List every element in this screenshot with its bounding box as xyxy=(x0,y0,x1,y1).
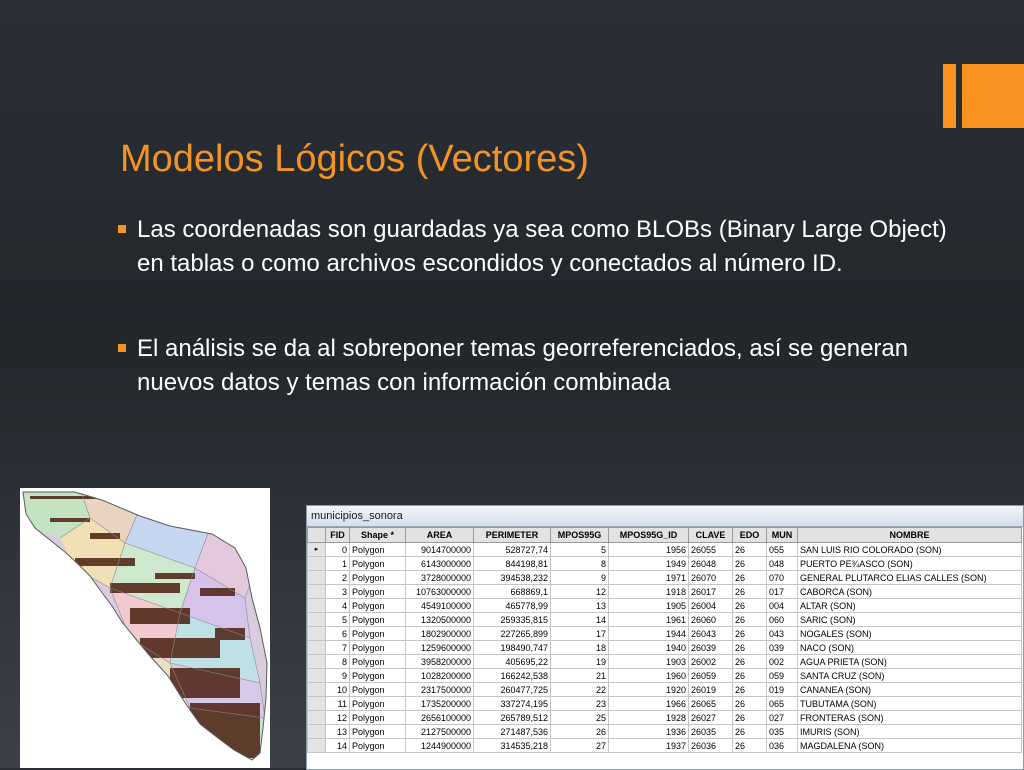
table-cell[interactable]: TUBUTAMA (SON) xyxy=(798,697,1022,711)
table-cell[interactable]: Polygon xyxy=(350,613,406,627)
table-cell[interactable]: 1735200000 xyxy=(406,697,474,711)
table-cell[interactable]: 1028200000 xyxy=(406,669,474,683)
table-cell[interactable]: 1971 xyxy=(609,571,689,585)
table-cell[interactable]: AGUA PRIETA (SON) xyxy=(798,655,1022,669)
table-cell[interactable]: Polygon xyxy=(350,571,406,585)
table-cell[interactable]: 1956 xyxy=(609,543,689,557)
row-selector[interactable] xyxy=(308,697,326,711)
table-row[interactable] xyxy=(308,585,1022,599)
row-selector[interactable]: ▸ xyxy=(308,543,326,557)
table-cell[interactable]: 13 xyxy=(326,725,350,739)
table-cell[interactable]: 26043 xyxy=(689,627,733,641)
table-cell[interactable]: 26 xyxy=(551,725,609,739)
table-cell[interactable]: 528727,74 xyxy=(474,543,551,557)
table-cell[interactable]: 13 xyxy=(551,599,609,613)
table-cell[interactable]: 1936 xyxy=(609,725,689,739)
table-cell[interactable]: 166242,538 xyxy=(474,669,551,683)
column-header[interactable]: MPOS95G xyxy=(551,528,609,543)
table-cell[interactable]: 26 xyxy=(733,683,767,697)
bullet-item xyxy=(114,332,964,400)
table-cell[interactable]: 039 xyxy=(767,641,798,655)
row-selector-header xyxy=(308,528,326,543)
column-header[interactable]: NOMBRE xyxy=(798,528,1022,543)
accent-bar-thin xyxy=(943,64,956,128)
attribute-table xyxy=(307,527,1022,753)
table-cell[interactable]: 26039 xyxy=(689,641,733,655)
row-selector[interactable] xyxy=(308,585,326,599)
table-cell[interactable]: 1903 xyxy=(609,655,689,669)
table-cell[interactable]: 26 xyxy=(733,725,767,739)
table-cell[interactable]: 055 xyxy=(767,543,798,557)
table-cell[interactable]: 11 xyxy=(326,697,350,711)
table-cell[interactable]: 036 xyxy=(767,739,798,753)
row-selector[interactable] xyxy=(308,711,326,725)
table-cell[interactable]: 2656100000 xyxy=(406,711,474,725)
table-cell[interactable]: NACO (SON) xyxy=(798,641,1022,655)
attribute-table-body xyxy=(308,543,1022,753)
table-cell[interactable]: 3958200000 xyxy=(406,655,474,669)
table-cell[interactable]: SANTA CRUZ (SON) xyxy=(798,669,1022,683)
table-cell[interactable]: Polygon xyxy=(350,557,406,571)
table-cell[interactable]: 26059 xyxy=(689,669,733,683)
table-cell[interactable]: 265789,512 xyxy=(474,711,551,725)
table-cell[interactable]: 070 xyxy=(767,571,798,585)
table-cell[interactable]: Polygon xyxy=(350,655,406,669)
table-row[interactable] xyxy=(308,557,1022,571)
table-cell[interactable]: Polygon xyxy=(350,725,406,739)
column-header[interactable]: EDO xyxy=(733,528,767,543)
table-cell[interactable]: 19 xyxy=(551,655,609,669)
row-selector[interactable] xyxy=(308,641,326,655)
table-cell[interactable]: SARIC (SON) xyxy=(798,613,1022,627)
row-selector[interactable] xyxy=(308,669,326,683)
table-cell[interactable]: CANANEA (SON) xyxy=(798,683,1022,697)
table-cell[interactable]: 259335,815 xyxy=(474,613,551,627)
table-cell[interactable]: Polygon xyxy=(350,585,406,599)
table-cell[interactable]: 26 xyxy=(733,585,767,599)
table-cell[interactable]: 10763000000 xyxy=(406,585,474,599)
table-cell[interactable]: Polygon xyxy=(350,543,406,557)
table-row[interactable] xyxy=(308,613,1022,627)
table-row[interactable] xyxy=(308,543,1022,557)
table-cell[interactable]: 26 xyxy=(733,557,767,571)
table-row[interactable] xyxy=(308,641,1022,655)
table-cell[interactable]: CABORCA (SON) xyxy=(798,585,1022,599)
table-cell[interactable]: 5 xyxy=(551,543,609,557)
table-cell[interactable]: 1961 xyxy=(609,613,689,627)
table-cell[interactable]: 394538,232 xyxy=(474,571,551,585)
bullet-item xyxy=(114,213,964,281)
table-cell[interactable]: 26 xyxy=(733,571,767,585)
table-cell[interactable]: 26 xyxy=(733,613,767,627)
row-selector[interactable] xyxy=(308,557,326,571)
table-cell[interactable]: 1944 xyxy=(609,627,689,641)
table-row[interactable] xyxy=(308,571,1022,585)
table-cell[interactable]: Polygon xyxy=(350,627,406,641)
table-cell[interactable]: 12 xyxy=(551,585,609,599)
table-cell[interactable]: 26027 xyxy=(689,711,733,725)
table-cell[interactable]: 1928 xyxy=(609,711,689,725)
table-cell[interactable]: 1966 xyxy=(609,697,689,711)
row-selector[interactable] xyxy=(308,683,326,697)
table-cell[interactable]: IMURIS (SON) xyxy=(798,725,1022,739)
table-cell[interactable]: 4549100000 xyxy=(406,599,474,613)
table-cell[interactable]: 26048 xyxy=(689,557,733,571)
table-cell[interactable]: Polygon xyxy=(350,599,406,613)
table-row[interactable] xyxy=(308,627,1022,641)
table-cell[interactable]: 027 xyxy=(767,711,798,725)
table-cell[interactable]: 019 xyxy=(767,683,798,697)
table-cell[interactable]: 26 xyxy=(733,599,767,613)
attribute-table-window xyxy=(306,505,1024,770)
table-cell[interactable]: 017 xyxy=(767,585,798,599)
column-header[interactable]: AREA xyxy=(406,528,474,543)
bullet-text: El análisis se da al sobreponer temas georreferenciados, así se generan nuevos datos y temas con información combinada xyxy=(137,335,909,396)
table-cell[interactable]: 1259600000 xyxy=(406,641,474,655)
table-cell[interactable]: 4 xyxy=(326,599,350,613)
table-cell[interactable]: 271487,536 xyxy=(474,725,551,739)
column-header[interactable]: MPOS95G_ID xyxy=(609,528,689,543)
table-cell[interactable]: 25 xyxy=(551,711,609,725)
column-header[interactable]: FID xyxy=(326,528,350,543)
table-cell[interactable]: 9 xyxy=(326,669,350,683)
table-cell[interactable]: 844198,81 xyxy=(474,557,551,571)
table-cell[interactable]: 26 xyxy=(733,655,767,669)
column-header[interactable]: MUN xyxy=(767,528,798,543)
table-cell[interactable]: 337274,195 xyxy=(474,697,551,711)
table-header-row xyxy=(308,528,1022,543)
table-cell[interactable]: 1960 xyxy=(609,669,689,683)
table-cell[interactable]: 14 xyxy=(326,739,350,753)
table-cell[interactable]: 405695,22 xyxy=(474,655,551,669)
table-cell[interactable]: 035 xyxy=(767,725,798,739)
column-header[interactable]: Shape * xyxy=(350,528,406,543)
table-cell[interactable]: 9 xyxy=(551,571,609,585)
table-cell[interactable]: 1802900000 xyxy=(406,627,474,641)
table-cell[interactable]: 26017 xyxy=(689,585,733,599)
table-row[interactable] xyxy=(308,599,1022,613)
table-row[interactable] xyxy=(308,725,1022,739)
table-cell[interactable]: 6143000000 xyxy=(406,557,474,571)
table-cell[interactable]: 14 xyxy=(551,613,609,627)
bullet-text: Las coordenadas son guardadas ya sea como BLOBs (Binary Large Object) en tablas o como archivos escondidos y conectados al número ID. xyxy=(137,216,947,277)
table-cell[interactable]: 2 xyxy=(326,571,350,585)
table-cell[interactable]: 26002 xyxy=(689,655,733,669)
table-cell[interactable]: 9014700000 xyxy=(406,543,474,557)
table-cell[interactable]: 048 xyxy=(767,557,798,571)
row-selector[interactable] xyxy=(308,627,326,641)
table-cell[interactable]: 2317500000 xyxy=(406,683,474,697)
column-header[interactable]: PERIMETER xyxy=(474,528,551,543)
row-selector[interactable] xyxy=(308,739,326,753)
table-cell[interactable]: 26035 xyxy=(689,725,733,739)
table-cell[interactable]: 26055 xyxy=(689,543,733,557)
table-row[interactable] xyxy=(308,683,1022,697)
table-cell[interactable]: 043 xyxy=(767,627,798,641)
square-bullet-icon xyxy=(118,344,126,352)
table-cell[interactable]: 26060 xyxy=(689,613,733,627)
row-selector[interactable] xyxy=(308,655,326,669)
table-cell[interactable]: 8 xyxy=(326,655,350,669)
table-cell[interactable]: FRONTERAS (SON) xyxy=(798,711,1022,725)
table-cell[interactable]: 7 xyxy=(326,641,350,655)
table-cell[interactable]: SAN LUIS RIO COLORADO (SON) xyxy=(798,543,1022,557)
table-cell[interactable]: 198490,747 xyxy=(474,641,551,655)
table-cell[interactable]: 26070 xyxy=(689,571,733,585)
table-cell[interactable]: 1940 xyxy=(609,641,689,655)
table-cell[interactable]: 5 xyxy=(326,613,350,627)
table-cell[interactable]: 1937 xyxy=(609,739,689,753)
table-cell[interactable]: 21 xyxy=(551,669,609,683)
table-row[interactable] xyxy=(308,669,1022,683)
table-cell[interactable]: 065 xyxy=(767,697,798,711)
table-cell[interactable]: 26 xyxy=(733,697,767,711)
row-selector[interactable] xyxy=(308,725,326,739)
map-graphic xyxy=(20,488,270,768)
table-cell[interactable]: 059 xyxy=(767,669,798,683)
slide-title: Modelos Lógicos (Vectores) xyxy=(120,138,589,180)
table-cell[interactable]: 1 xyxy=(326,557,350,571)
table-cell[interactable]: 6 xyxy=(326,627,350,641)
table-row[interactable] xyxy=(308,697,1022,711)
table-cell[interactable]: 26 xyxy=(733,543,767,557)
column-header[interactable]: CLAVE xyxy=(689,528,733,543)
table-cell[interactable]: 10 xyxy=(326,683,350,697)
table-cell[interactable]: NOGALES (SON) xyxy=(798,627,1022,641)
table-cell[interactable]: 26004 xyxy=(689,599,733,613)
row-selector[interactable] xyxy=(308,599,326,613)
table-cell[interactable]: 23 xyxy=(551,697,609,711)
table-cell[interactable]: 1918 xyxy=(609,585,689,599)
table-row[interactable] xyxy=(308,655,1022,669)
table-cell[interactable]: 1949 xyxy=(609,557,689,571)
table-cell[interactable]: 004 xyxy=(767,599,798,613)
table-cell[interactable]: Polygon xyxy=(350,641,406,655)
bullet-list xyxy=(114,213,964,400)
table-cell[interactable]: 668869,1 xyxy=(474,585,551,599)
table-cell[interactable]: 17 xyxy=(551,627,609,641)
table-cell[interactable]: 1905 xyxy=(609,599,689,613)
table-cell[interactable]: GENERAL PLUTARCO ELIAS CALLES (SON) xyxy=(798,571,1022,585)
table-cell[interactable]: 18 xyxy=(551,641,609,655)
table-cell[interactable]: 2127500000 xyxy=(406,725,474,739)
table-cell[interactable]: 1244900000 xyxy=(406,739,474,753)
accent-bar-wide xyxy=(962,64,1024,128)
sonora-municipalities-map xyxy=(20,488,270,768)
municipality-polygons xyxy=(20,488,270,768)
square-bullet-icon xyxy=(118,225,126,233)
table-cell[interactable]: 1920 xyxy=(609,683,689,697)
table-cell[interactable]: 060 xyxy=(767,613,798,627)
table-cell[interactable]: 26019 xyxy=(689,683,733,697)
table-cell[interactable]: 26 xyxy=(733,739,767,753)
table-cell[interactable]: 8 xyxy=(551,557,609,571)
table-row[interactable] xyxy=(308,711,1022,725)
table-cell[interactable]: 1320500000 xyxy=(406,613,474,627)
table-cell[interactable]: 26065 xyxy=(689,697,733,711)
table-cell[interactable]: 002 xyxy=(767,655,798,669)
table-cell[interactable]: Polygon xyxy=(350,669,406,683)
row-selector[interactable] xyxy=(308,613,326,627)
table-cell[interactable]: ALTAR (SON) xyxy=(798,599,1022,613)
table-cell[interactable]: 314535,218 xyxy=(474,739,551,753)
table-cell[interactable]: 0 xyxy=(326,543,350,557)
table-cell[interactable]: 26 xyxy=(733,641,767,655)
row-selector[interactable] xyxy=(308,571,326,585)
table-cell[interactable]: 26036 xyxy=(689,739,733,753)
table-cell[interactable]: Polygon xyxy=(350,711,406,725)
table-cell[interactable]: 26 xyxy=(733,711,767,725)
table-cell[interactable]: 26 xyxy=(733,669,767,683)
table-row[interactable] xyxy=(308,739,1022,753)
table-cell[interactable]: Polygon xyxy=(350,739,406,753)
table-cell[interactable]: 260477,725 xyxy=(474,683,551,697)
table-cell[interactable]: Polygon xyxy=(350,697,406,711)
table-cell[interactable]: MAGDALENA (SON) xyxy=(798,739,1022,753)
table-cell[interactable]: 12 xyxy=(326,711,350,725)
table-cell[interactable]: 26 xyxy=(733,627,767,641)
table-cell[interactable]: 227265,899 xyxy=(474,627,551,641)
table-cell[interactable]: 22 xyxy=(551,683,609,697)
table-cell[interactable]: 465778,99 xyxy=(474,599,551,613)
table-cell[interactable]: 3 xyxy=(326,585,350,599)
table-cell[interactable]: 27 xyxy=(551,739,609,753)
table-cell[interactable]: Polygon xyxy=(350,683,406,697)
table-cell[interactable]: PUERTO PE¾ASCO (SON) xyxy=(798,557,1022,571)
table-window-title: municipios_sonora xyxy=(307,506,1023,527)
table-cell[interactable]: 3728000000 xyxy=(406,571,474,585)
